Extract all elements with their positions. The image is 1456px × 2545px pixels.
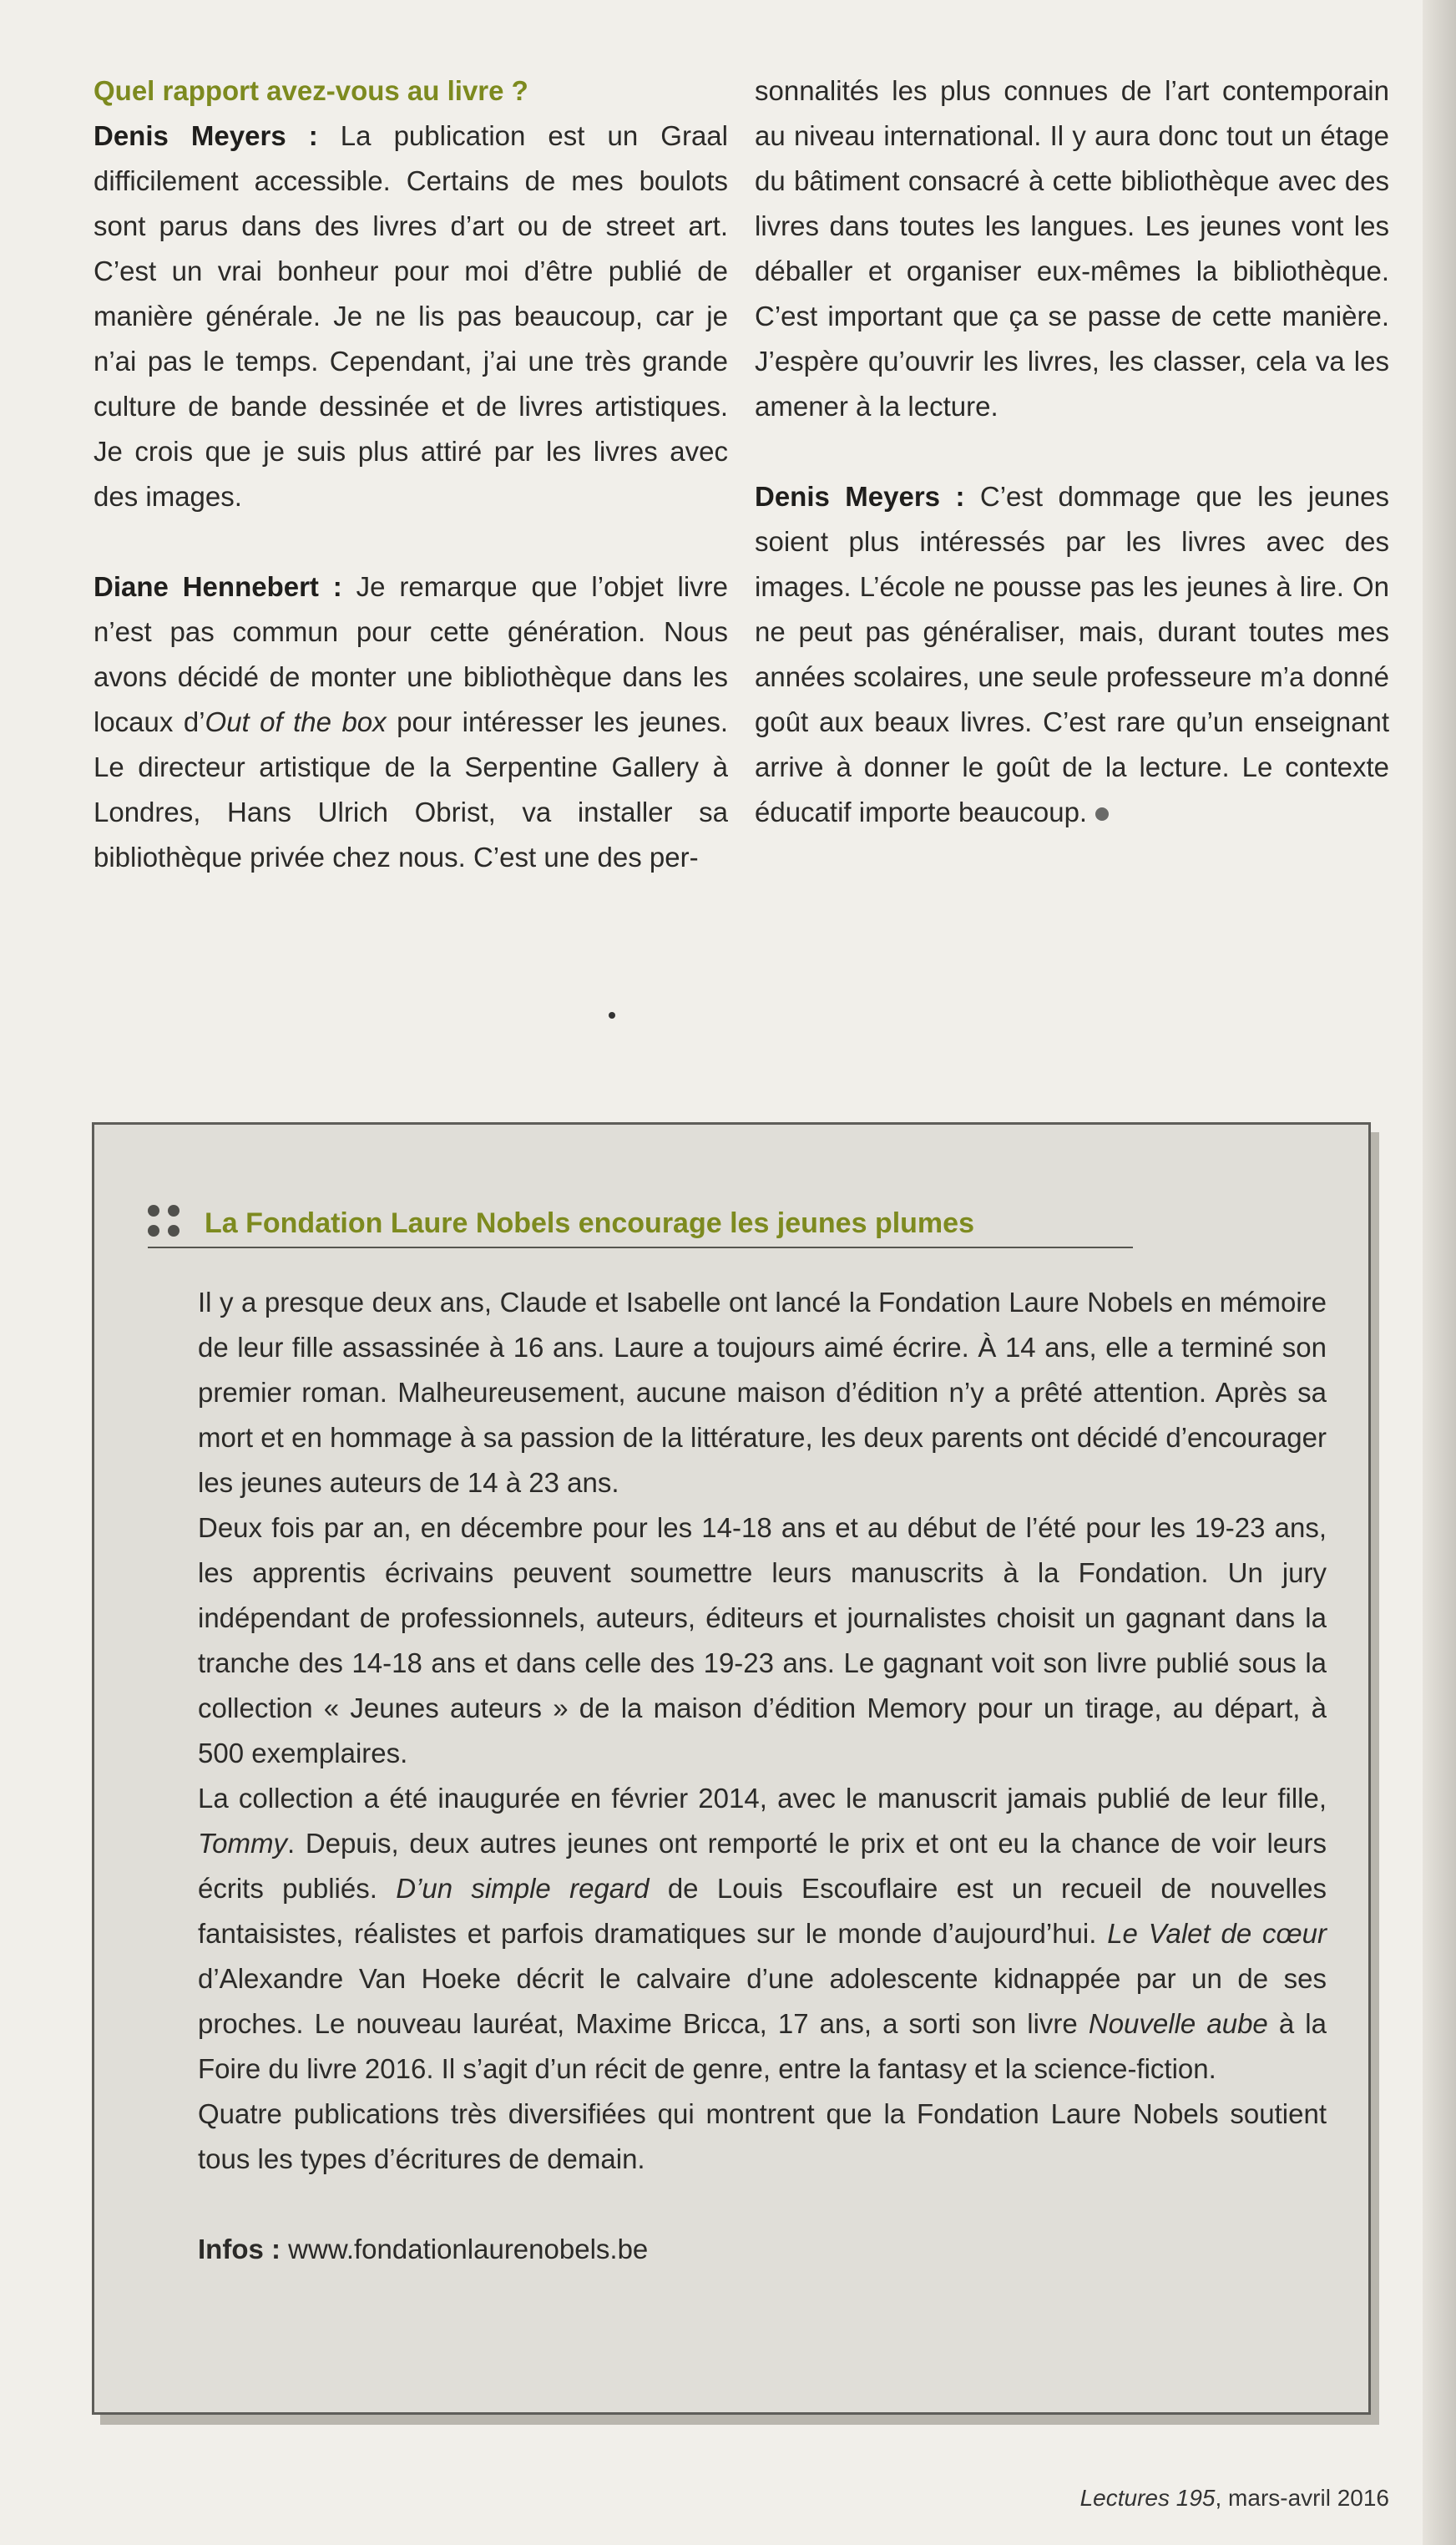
right-column — [755, 68, 1389, 880]
issue-date: , mars-avril 2016 — [1215, 2485, 1389, 2511]
page-footer — [1080, 2485, 1389, 2512]
book-title: D’un simple regard — [396, 1873, 650, 1904]
box-paragraph-4: Quatre publications très diversifiées qui montrent que la Fondation Laure Nobels soutient tous les types d’écritures de demain. — [198, 2098, 1327, 2174]
book-title: Nouvelle aube — [1088, 2008, 1268, 2039]
end-of-article-dot-icon — [1095, 807, 1109, 821]
text-run: . Depuis, deux autres jeunes ont remporté le prix et ont eu la chance de voir leurs écrits publiés. — [198, 1828, 1327, 1904]
text-run: La collection a été inaugurée en février 2014, avec le manuscrit jamais publié de leur fille, — [198, 1783, 1327, 1814]
website-link[interactable]: www.fondationlaurenobels.be — [280, 2234, 649, 2264]
answer-text: Je remarque que l’objet livre n’est pas commun pour cette génération. Nous avons décidé de monter une bibliothèque dans les locaux d’ — [94, 571, 729, 737]
book-title: Le Valet de cœur — [1107, 1918, 1327, 1949]
box-heading — [148, 1205, 1133, 1248]
interview-question: Quel rapport avez-vous au livre ? — [94, 75, 528, 106]
answer-text: La publication est un Graal difficilement accessible. Certains de mes boulots sont parus dans des livres d’art ou de street art. C’est un vrai bonheur pour moi d’être publié de manière générale. Je ne lis pas beaucoup, car je n’ai pas le temps. Cependant, j’ai une très grande culture de bande dessinée et de livres artistiques. Je crois que je suis plus attiré par les livres avec des images. — [94, 120, 728, 512]
speaker-name: Denis Meyers : — [755, 481, 965, 512]
magazine-name: Lectures — [1079, 2485, 1170, 2511]
speaker-name: Denis Meyers : — [94, 120, 318, 151]
box-body — [198, 1280, 1327, 2272]
box-title: La Fondation Laure Nobels encourage les jeunes plumes — [205, 1207, 974, 1239]
interview-block-3 — [755, 68, 1389, 429]
infos-label: Infos : — [198, 2234, 281, 2264]
interview-block-4 — [755, 474, 1389, 835]
answer-text: sonnalités les plus connues de l’art contemporain au niveau international. Il y aura donc tout un étage du bâtiment consacré à cette bibliothèque avec des livres dans toutes les langues. Les jeunes vont les déballer et organiser eux-mêmes la bibliothèque. C’est important que ça se passe de cette manière. J’espère qu’ouvrir les livres, les classer, cela va les amener à la lecture. — [755, 75, 1389, 422]
stray-dot-icon — [609, 1012, 615, 1019]
interview-block-2 — [94, 564, 728, 880]
infos-line — [198, 2227, 1327, 2272]
box-paragraph-2: Deux fois par an, en décembre pour les 14-18 ans et au début de l’été pour les 19-23 ans, les apprentis écrivains peuvent soumettre leurs manuscrits à la Fondation. Un jury indépendant de professionnels, auteurs, éditeurs et journalistes choisit un gagnant dans la tranche des 14-18 ans et dans celle des 19-23 ans. Le gagnant voit son livre publié sous la collection « Jeunes auteurs » de la maison d’édition Memory pour un tirage, au départ, à 500 exemplaires. — [198, 1512, 1327, 1768]
book-title: Tommy — [198, 1828, 287, 1859]
box-paragraph-3 — [198, 1776, 1327, 2092]
text-run: de Louis Escouflaire est un recueil de nouvelles fantaisistes, réalistes et parfois dramatiques sur le monde d’aujourd’hui. — [198, 1873, 1327, 1949]
book-title: Out of the box — [205, 706, 387, 737]
four-dots-icon — [148, 1205, 181, 1242]
text-run: à la Foire du livre 2016. Il s’agit d’un récit de genre, entre la fantasy et la science-fiction. — [198, 2008, 1327, 2084]
text-run: d’Alexandre Van Hoeke décrit le calvaire d’une adolescente kidnappée par un de ses proches. Le nouveau lauréat, Maxime Bricca, 17 ans, a sorti son livre — [198, 1963, 1327, 2039]
page-edge-shadow — [1423, 0, 1456, 2545]
left-column — [94, 68, 728, 925]
sidebar-box — [92, 1122, 1371, 2415]
answer-text: pour intéresser les jeunes. Le directeur artistique de la Serpentine Gallery à Londres, Hans Ulrich Obrist, va installer sa bibliothèque privée chez nous. C’est une des per- — [94, 706, 728, 873]
answer-text: C’est dommage que les jeunes soient plus intéressés par les livres avec des images. L’école ne pousse pas les jeunes à lire. On ne peut pas généraliser, mais, durant toutes mes années scolaires, une seule professeure m’a donné goût aux beaux livres. C’est rare qu’un enseignant arrive à donner le goût de la lecture. Le contexte éducatif importe beaucoup. — [755, 481, 1389, 827]
issue-number: 195 — [1169, 2485, 1216, 2511]
speaker-name: Diane Hennebert : — [94, 571, 342, 602]
interview-block-1 — [94, 68, 728, 519]
box-paragraph-1: Il y a presque deux ans, Claude et Isabelle ont lancé la Fondation Laure Nobels en mémoire de leur fille assassinée à 16 ans. Laure a toujours aimé écrire. À 14 ans, elle a terminé son premier roman. Malheureusement, aucune maison d’édition n’y a prêté attention. Après sa mort et en hommage à sa passion de la littérature, les deux parents ont décidé d’encourager les jeunes auteurs de 14 à 23 ans. — [198, 1287, 1327, 1498]
